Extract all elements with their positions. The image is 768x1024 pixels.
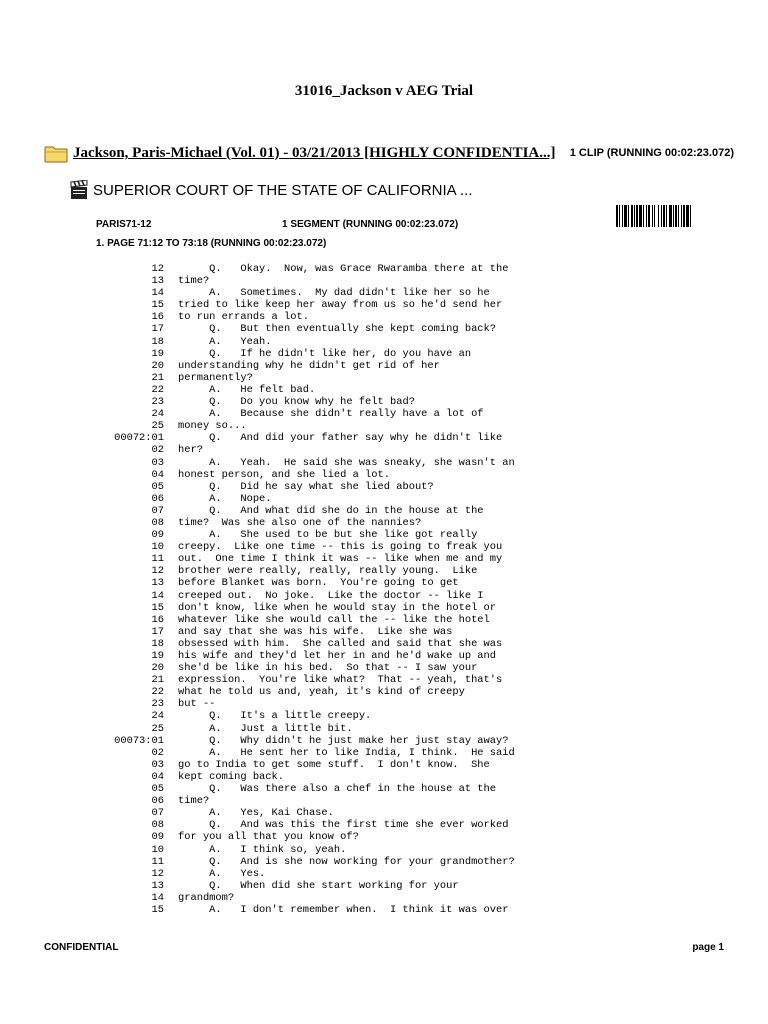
line-number: 02 (151, 746, 164, 759)
segment-id: PARIS71-12 (96, 219, 152, 230)
line-text: A. Yeah. He said she was sneaky, she wasn't an (178, 456, 515, 469)
line-number: 23 (151, 698, 164, 711)
line-number: 23 (151, 396, 164, 409)
line-text: Q. And was this the first time she ever worked (178, 819, 509, 832)
transcript-line (108, 662, 708, 674)
transcript-line (108, 747, 708, 759)
line-text: Q. Okay. Now, was Grace Rwaramba there at the (178, 263, 509, 275)
line-text: A. Yes. (178, 867, 266, 880)
line-text: to run errands a lot. (178, 311, 309, 324)
line-text: A. I don't remember when. I think it was over (178, 903, 509, 916)
transcript-line (108, 771, 708, 783)
transcript-line (108, 323, 708, 335)
line-number: 13 (151, 275, 164, 288)
line-number: 25 (151, 722, 164, 735)
line-text: brother were really, really, really young. Like (178, 565, 478, 578)
line-number: 11 (151, 855, 164, 868)
line-text: Q. When did she start working for your (178, 879, 459, 892)
transcript-line (108, 590, 708, 602)
case-title-link[interactable]: Jackson, Paris-Michael (Vol. 01) - 03/21/2013 [HIGHLY CONFIDENTIA...] (73, 145, 556, 161)
page-range: 1. PAGE 71:12 TO 73:18 (RUNNING 00:02:23.072) (96, 238, 327, 249)
line-number: 04 (151, 468, 164, 481)
transcript-line (108, 348, 708, 360)
line-text: time? (178, 275, 210, 288)
line-number: 07 (151, 807, 164, 820)
transcript-line (108, 759, 708, 771)
line-text: out. One time I think it was -- like when me and my (178, 553, 503, 566)
transcript-line (108, 299, 708, 311)
transcript-line (108, 602, 708, 614)
transcript-line (108, 626, 708, 638)
line-number: 05 (151, 480, 164, 493)
barcode (616, 205, 726, 227)
line-number: 11 (151, 553, 164, 566)
line-number: 12 (151, 867, 164, 880)
transcript-line (108, 868, 708, 880)
line-text: whatever like she would call the -- like the hotel (178, 613, 490, 626)
transcript-line (108, 444, 708, 456)
transcript-line (108, 493, 708, 505)
transcript-line (108, 432, 708, 444)
line-number: 06 (151, 492, 164, 505)
line-text: obsessed with him. She called and said that she was (178, 637, 503, 650)
line-text: A. Yes, Kai Chase. (178, 807, 334, 820)
line-number: 04 (151, 770, 164, 783)
line-number: 15 (151, 601, 164, 614)
line-number: 03 (151, 456, 164, 469)
transcript-line (108, 638, 708, 650)
line-text: Q. Why didn't he just make her just stay away? (178, 734, 509, 747)
clip-running-time: 1 CLIP (RUNNING 00:02:23.072) (569, 147, 734, 159)
line-number: 15 (151, 299, 164, 312)
transcript-line (108, 360, 708, 372)
line-text: what he told us and, yeah, it's kind of creepy (178, 686, 465, 699)
line-number: 08 (151, 516, 164, 529)
transcript-line (108, 844, 708, 856)
line-text: Q. Do you know why he felt bad? (178, 396, 415, 409)
line-number: 18 (151, 335, 164, 348)
line-number: 16 (151, 613, 164, 626)
clip-title-row (70, 180, 730, 202)
line-number: 06 (151, 795, 164, 808)
line-text: A. He felt bad. (178, 383, 316, 396)
line-text: A. He sent her to like India, I think. He said (178, 746, 515, 759)
transcript-line (108, 396, 708, 408)
line-number: 17 (151, 625, 164, 638)
line-text: creeped out. No joke. Like the doctor -- like I (178, 589, 484, 602)
line-number: 25 (151, 420, 164, 433)
line-text: time? Was she also one of the nannies? (178, 516, 422, 529)
transcript-line (108, 311, 708, 323)
transcript-line (108, 469, 708, 481)
line-text: tried to like keep her away from us so he'd send her (178, 299, 503, 312)
line-number: 22 (151, 686, 164, 699)
transcript-line (108, 457, 708, 469)
line-text: creepy. Like one time -- this is going to freak you (178, 541, 503, 554)
line-text: Q. If he didn't like her, do you have an (178, 347, 472, 360)
transcript-line (108, 783, 708, 795)
transcript-line (108, 723, 708, 735)
line-number: 10 (151, 843, 164, 856)
transcript-line (108, 553, 708, 565)
transcript-line (108, 904, 708, 916)
line-number: 02 (151, 444, 164, 457)
transcript-line (108, 735, 708, 747)
transcript-line (108, 880, 708, 892)
clapperboard-icon (70, 180, 88, 200)
line-text: understanding why he didn't get rid of her (178, 359, 440, 372)
line-number: 09 (151, 529, 164, 542)
transcript-line (108, 674, 708, 686)
line-text: her? (178, 444, 203, 457)
line-text: A. Sometimes. My dad didn't like her so he (178, 287, 490, 300)
line-number: 17 (151, 323, 164, 336)
line-number: 12 (151, 263, 164, 275)
line-number: 13 (151, 879, 164, 892)
line-number: 16 (151, 311, 164, 324)
transcript-line (108, 541, 708, 553)
line-text: A. I think so, yeah. (178, 843, 347, 856)
line-text: expression. You're like what? That -- yeah, that's (178, 674, 503, 687)
line-text: Q. And did your father say why he didn't like (178, 432, 503, 445)
line-text: honest person, and she lied a lot. (178, 468, 391, 481)
transcript-line (108, 650, 708, 662)
line-number: 14 (151, 891, 164, 904)
line-text: go to India to get some stuff. I don't know. She (178, 758, 490, 771)
line-text: Q. But then eventually she kept coming back? (178, 323, 497, 336)
line-number: 12 (151, 565, 164, 578)
transcript-line (108, 565, 708, 577)
transcript-line (108, 710, 708, 722)
line-text: time? (178, 795, 210, 808)
line-text: but -- (178, 698, 216, 711)
line-number: 00072:01 (114, 432, 164, 445)
line-number: 13 (151, 577, 164, 590)
transcript-line (108, 384, 708, 396)
transcript-line (108, 856, 708, 868)
transcript-line (108, 807, 708, 819)
transcript-line (108, 614, 708, 626)
clip-header (44, 145, 734, 165)
transcript-line (108, 698, 708, 710)
line-number: 14 (151, 589, 164, 602)
line-text: she'd be like in his bed. So that -- I saw your (178, 662, 478, 675)
line-number: 00073:01 (114, 734, 164, 747)
line-text: his wife and they'd let her in and he'd wake up and (178, 650, 497, 662)
transcript-line (108, 481, 708, 493)
line-text: A. Because she didn't really have a lot of (178, 408, 484, 421)
line-text: Q. And what did she do in the house at the (178, 504, 484, 517)
line-text: permanently? (178, 371, 253, 384)
confidential-label: CONFIDENTIAL (44, 942, 119, 953)
line-number: 24 (151, 408, 164, 421)
line-text: money so... (178, 420, 247, 433)
line-text: Q. And is she now working for your grandmother? (178, 855, 515, 868)
line-text: Q. It's a little creepy. (178, 710, 372, 723)
transcript-line (108, 408, 708, 420)
line-text: Q. Did he say what she lied about? (178, 480, 434, 493)
line-number: 03 (151, 758, 164, 771)
transcript-line (108, 819, 708, 831)
page-number: page 1 (692, 942, 724, 953)
line-number: 05 (151, 783, 164, 796)
line-text: and say that she was his wife. Like she was (178, 625, 453, 638)
line-text: Q. Was there also a chef in the house at the (178, 783, 497, 796)
line-number: 20 (151, 662, 164, 675)
court-title: SUPERIOR COURT OF THE STATE OF CALIFORNIA ... (93, 182, 473, 199)
transcript-line (108, 831, 708, 843)
transcript-line (108, 795, 708, 807)
line-number: 14 (151, 287, 164, 300)
line-text: grandmom? (178, 891, 235, 904)
line-text: A. She used to be but she like got really (178, 529, 478, 542)
line-text: before Blanket was born. You're going to get (178, 577, 459, 590)
line-number: 22 (151, 383, 164, 396)
line-text: kept coming back. (178, 770, 285, 783)
transcript-line (108, 505, 708, 517)
folder-icon (44, 145, 68, 163)
line-text: don't know, like when he would stay in the hotel or (178, 601, 497, 614)
document-title: 31016_Jackson v AEG Trial (294, 83, 474, 99)
transcript-line (108, 529, 708, 541)
line-number: 07 (151, 504, 164, 517)
line-number: 20 (151, 359, 164, 372)
transcript-line (108, 275, 708, 287)
line-number: 21 (151, 674, 164, 687)
segment-running-time: 1 SEGMENT (RUNNING 00:02:23.072) (282, 219, 459, 230)
transcript-line (108, 372, 708, 384)
line-text: A. Nope. (178, 492, 272, 505)
transcript-line (108, 892, 708, 904)
line-number: 21 (151, 371, 164, 384)
line-number: 15 (151, 903, 164, 916)
transcript (108, 263, 708, 916)
line-text: A. Yeah. (178, 335, 272, 348)
line-number: 18 (151, 637, 164, 650)
line-number: 24 (151, 710, 164, 723)
line-text: A. Just a little bit. (178, 722, 353, 735)
transcript-line (108, 287, 708, 299)
line-text: for you all that you know of? (178, 831, 359, 844)
transcript-line (108, 517, 708, 529)
line-number: 19 (151, 650, 164, 662)
line-number: 08 (151, 819, 164, 832)
transcript-line (108, 336, 708, 348)
line-number: 09 (151, 831, 164, 844)
line-number: 10 (151, 541, 164, 554)
transcript-line (108, 420, 708, 432)
transcript-line (108, 263, 708, 275)
line-number: 19 (151, 347, 164, 360)
transcript-line (108, 686, 708, 698)
transcript-line (108, 577, 708, 589)
